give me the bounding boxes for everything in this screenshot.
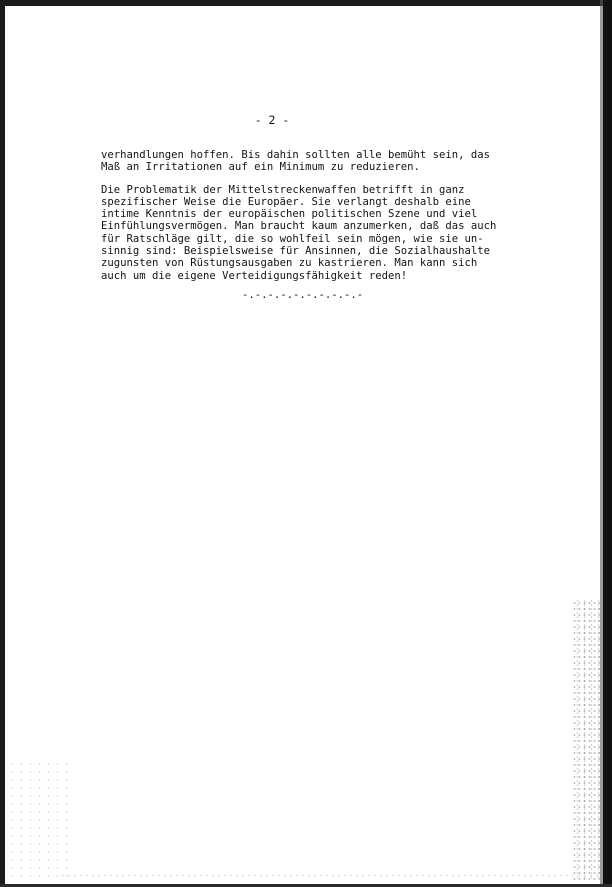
text-line: Die Problematik der Mittelstreckenwaffen betrifft in ganz — [101, 183, 465, 196]
scan-noise-right — [572, 600, 600, 880]
scan-border-right — [603, 0, 612, 887]
scan-border-left — [0, 0, 5, 887]
paragraph-2 — [101, 184, 521, 282]
scan-noise-left — [8, 760, 68, 880]
paragraph-1 — [101, 149, 521, 174]
text-line: Maß an Irritationen auf ein Minimum zu reduzieren. — [101, 161, 420, 174]
text-line: für Ratschläge gilt, die so wohlfeil sein mögen, wie sie un- — [101, 232, 484, 245]
text-line: sinnig sind: Beispielsweise für Ansinnen, die Sozialhaushalte — [101, 245, 491, 258]
page-number: - 2 - — [254, 113, 290, 127]
text-line: verhandlungen hoffen. Bis dahin sollten alle bemüht sein, das — [101, 149, 491, 161]
text-line: spezifischer Weise die Europäer. Sie verlangt deshalb eine — [101, 195, 471, 208]
text-line: zugunsten von Rüstungsausgaben zu kastrieren. Man kann sich — [101, 257, 478, 270]
text-line: Einfühlungsvermögen. Man braucht kaum anzumerken, daß das auch — [101, 220, 497, 233]
end-separator: -.-.-.-.-.-.-.-.-.- — [242, 289, 364, 301]
scan-border-top — [0, 0, 612, 6]
body-text — [101, 149, 521, 282]
text-line: auch um die eigene Verteidigungsfähigkeit reden! — [101, 269, 408, 282]
text-line: intime Kenntnis der europäischen politischen Szene und viel — [101, 208, 478, 221]
scan-noise-bottom — [60, 873, 600, 879]
